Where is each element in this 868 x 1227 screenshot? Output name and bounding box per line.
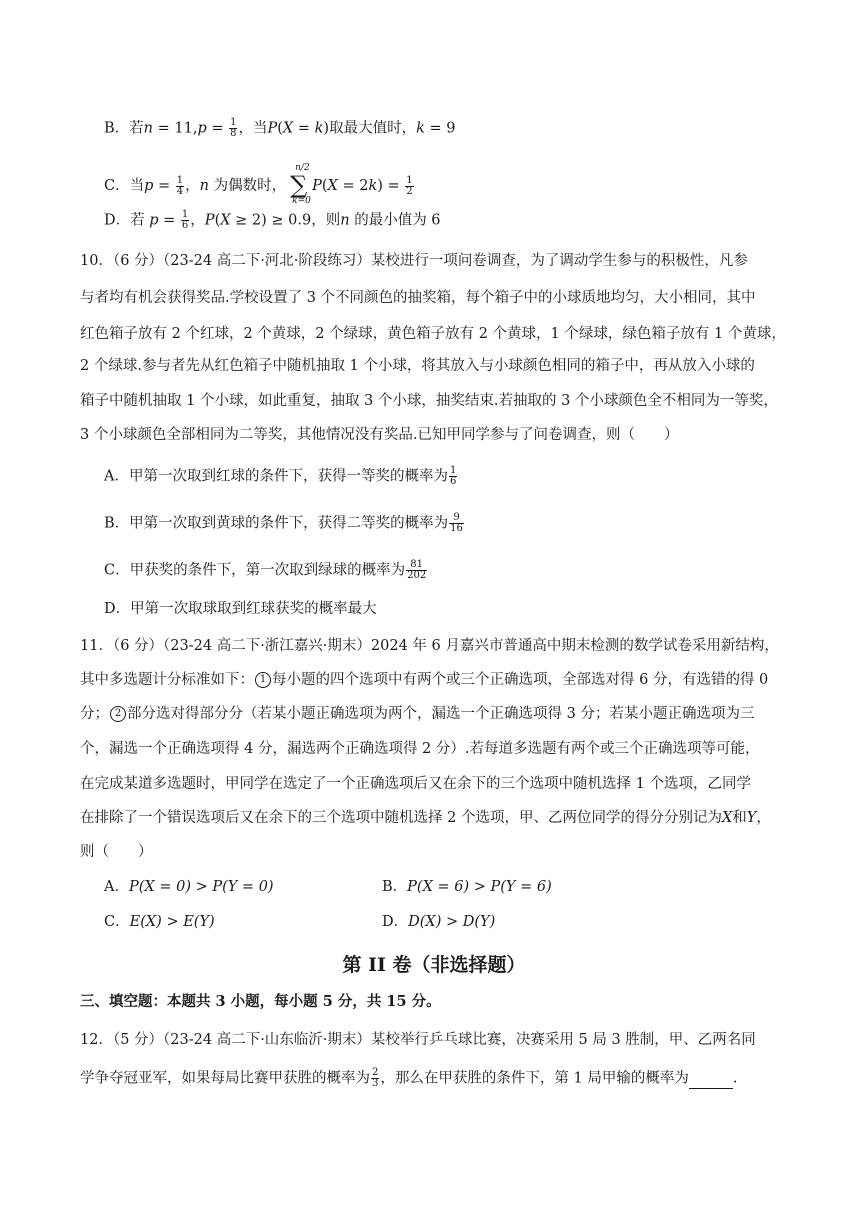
option-label: D．: [382, 914, 409, 930]
text: 若: [130, 212, 150, 229]
option-label: C．: [104, 562, 130, 579]
question-number: 10．: [80, 253, 113, 269]
text: 当: [129, 178, 145, 194]
text: ，: [190, 212, 205, 229]
option-text: 甲第一次取到红球的条件下，获得一等奖的概率为: [128, 468, 448, 485]
fraction: [405, 176, 413, 197]
q10-option-c: [104, 560, 428, 581]
frac-num: 81: [406, 560, 427, 571]
option-label: C．: [104, 914, 130, 930]
question-text: （5 分）（23-24 高二下·山东临沂·期末）某校举行乒乓球比赛，决赛采用 5 局 3 胜制，甲、乙两名同: [112, 1032, 756, 1048]
question-number: 11．: [80, 638, 113, 654]
question-text: （6 分）（23-24 高二下·河北·阶段练习）某校进行一项问卷调查，为了调动学生参与的积极性，凡参: [112, 253, 748, 269]
text: ，那么在甲获胜的条件下，第 1 局甲输的概率为: [380, 1070, 689, 1087]
option-math: P(X = 0) > P(Y = 0): [128, 879, 274, 895]
sum-top-den: 2: [303, 163, 310, 173]
option-label: A．: [104, 879, 129, 895]
fraction: [176, 176, 184, 197]
fraction: [181, 210, 189, 231]
q10-option-d: [104, 599, 377, 619]
q10-line-3: 红色箱子放有 2 个红球，2 个黄球，2 个绿球，黄色箱子放有 2 个黄球，1 个绿球，绿色箱子放有 1 个黄球，: [80, 326, 786, 342]
frac-num: 1: [230, 117, 237, 128]
frac-den: 4: [176, 185, 184, 197]
text: 其中多选题计分标准如下：: [80, 672, 254, 688]
fraction: [449, 513, 464, 534]
frac-num: 1: [449, 465, 457, 476]
q11-line-6: 在排除了一个错误选项后又在余下的三个选项中随机选择 2 个选项，甲、乙两位同学的得分分别记为X和Y，: [80, 810, 771, 826]
q10-option-b: [104, 513, 465, 534]
question-number: 12．: [80, 1032, 113, 1048]
text: 的最小值为 6: [354, 212, 441, 229]
q10-option-a: [104, 466, 458, 487]
circled-number: 2: [110, 706, 126, 722]
math-px: P: [267, 120, 278, 137]
circled-number: 1: [255, 672, 271, 688]
q12-line-2: [80, 1068, 737, 1089]
text: 每小题的四个选项中有两个或三个正确选项，全部选对得 6 分，有选错的得 0: [272, 672, 769, 688]
frac-den: 6: [181, 220, 189, 231]
sum-top: n: [295, 163, 301, 173]
q11-line-4: 个，漏选一个正确选项得 4 分，漏选两个正确选项得 2 分）.若每道多选题有两个或三个正确选项等可能，: [80, 741, 760, 757]
text: 若: [129, 120, 144, 137]
q11-option-c: [104, 912, 215, 932]
q10-line-4: 2 个绿球.参与者先从红色箱子中随机抽取 1 个小球，将其放入与小球颜色相同的箱子中，再从放入小球的: [80, 358, 755, 374]
sum-bottom: k=0: [292, 196, 311, 206]
answer-blank[interactable]: [689, 1074, 733, 1089]
text: 学争夺冠亚军，如果每局比赛甲获胜的概率为: [80, 1070, 370, 1087]
frac-num: 1: [176, 174, 184, 186]
q11-option-b: [382, 877, 552, 897]
question-text: （6 分）（23-24 高二下·浙江嘉兴·期末）2024 年 6 月嘉兴市普通高中期末检测的数学试卷采用新结构，: [112, 638, 779, 654]
fraction: [371, 1068, 379, 1089]
frac-num: 9: [449, 513, 464, 524]
frac-den: 8: [230, 128, 237, 139]
option-label: D．: [104, 212, 131, 229]
part-heading: 三、填空题：本题共 3 小题，每小题 5 分，共 15 分。: [80, 993, 441, 1010]
fraction: [449, 466, 457, 487]
text: ，则: [311, 212, 341, 229]
frac-den: 2: [406, 185, 413, 197]
text: 分；: [80, 706, 109, 722]
frac-num: 1: [181, 209, 189, 220]
q10-line-1: [80, 251, 748, 271]
frac-den: 202: [407, 570, 427, 581]
math-n-eq-11: n: [143, 120, 153, 137]
text: ，: [185, 178, 200, 194]
q9-option-c: C．当p = $\frac{1}{4}$ ，n 为偶数时， n/2 ∑ k=0 P(X = 2k) = $\frac{1}{2}$: [104, 163, 413, 206]
text: 和: [732, 810, 747, 826]
q11-line-7: 则（ ）: [80, 844, 153, 860]
option-math: D(X) > D(Y): [408, 914, 496, 930]
q11-line-2: [80, 670, 768, 690]
math-p: p: [197, 120, 207, 137]
frac-den: 3: [372, 1078, 379, 1089]
q9-option-b: B．若n = 11,p = $\frac{1}{8}$ ，当P(X = k)取最大值时，k = 9: [104, 117, 456, 139]
option-label: B．: [104, 515, 130, 532]
fraction: [229, 118, 237, 139]
option-label: D．: [104, 601, 131, 617]
text: 在排除了一个错误选项后又在余下的三个选项中随机选择 2 个选项，甲、乙两位同学的得分分别记为: [80, 810, 722, 826]
text: ，当: [238, 120, 268, 137]
frac-den: 6: [449, 476, 457, 487]
text: ，: [756, 810, 771, 826]
fraction: [406, 560, 427, 581]
option-label: A．: [104, 468, 129, 485]
q10-line-6: 3 个小球颜色全部相同为二等奖，其他情况没有奖品.已知甲同学参与了问卷调查，则（ ）: [80, 427, 679, 443]
q10-line-5: 箱子中随机抽取 1 个小球，如此重复，抽取 3 个小球，抽奖结束.若抽取的 3 个小球颜色全不相同为一等奖，: [80, 393, 778, 409]
section-title: 第 II 卷（非选择题）: [342, 954, 526, 976]
q11-option-d: [382, 912, 495, 932]
q9-option-d: D．若 p = $\frac{1}{6}$ ，P(X ≥ 2) ≥ 0.9，则n 的最小值为 6: [104, 209, 441, 231]
text: .: [732, 1070, 738, 1087]
frac-num: 1: [406, 174, 413, 186]
text: 取最大值时，: [329, 120, 417, 137]
option-label: B．: [104, 120, 130, 137]
option-text: 甲获奖的条件下，第一次取到绿球的概率为: [129, 562, 406, 579]
frac-den: 16: [450, 523, 463, 534]
q10-line-2: 与者均有机会获得奖品.学校设置了 3 个不同颜色的抽奖箱，每个箱子中的小球质地均匀，大小相同，其中: [80, 290, 756, 306]
option-text: 甲第一次取球取到红球获奖的概率最大: [130, 601, 377, 617]
q12-line-1: [80, 1030, 756, 1050]
text: 部分选对得部分分（若某小题正确选项为两个，漏选一个正确选项得 3 分；若某小题正确选项为三: [127, 706, 755, 722]
option-label: C．: [104, 178, 130, 194]
summation-symbol: n/2 ∑ k=0: [290, 163, 311, 206]
q11-line-3: [80, 704, 754, 724]
q11-line-1: [80, 636, 779, 656]
text: 为偶数时，: [213, 178, 287, 194]
q11-line-5: 在完成某道多选题时，甲同学在选定了一个正确选项后又在余下的三个选项中随机选择 1 个选项，乙同学: [80, 776, 751, 792]
option-label: B．: [382, 879, 408, 895]
q11-option-a: [104, 877, 274, 897]
option-math: P(X = 6) > P(Y = 6): [407, 879, 552, 895]
option-text: 甲第一次取到黄球的条件下，获得二等奖的概率为: [129, 515, 449, 532]
frac-num: 2: [372, 1067, 379, 1078]
option-math: E(X) > E(Y): [129, 914, 215, 930]
